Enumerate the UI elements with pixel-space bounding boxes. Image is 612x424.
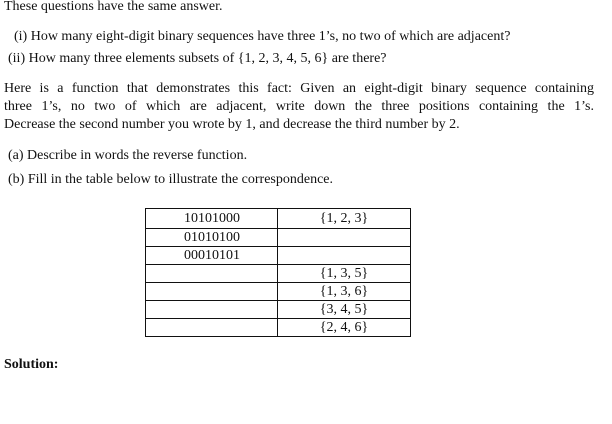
table-row — [146, 301, 411, 319]
table-row — [146, 229, 411, 247]
intro-text: These questions have the same answer. — [4, 0, 223, 14]
task-a: (a) Describe in words the reverse function. — [8, 148, 248, 163]
sequence-cell — [146, 283, 278, 301]
sequence-cell — [146, 265, 278, 283]
explanation-paragraph — [4, 80, 594, 134]
subset-cell: {1, 3, 5} — [278, 265, 411, 283]
subset-cell — [278, 229, 411, 247]
subset-cell: {3, 4, 5} — [278, 301, 411, 319]
table-row — [146, 247, 411, 265]
subset-cell — [278, 247, 411, 265]
sequence-cell: 00010101 — [146, 247, 278, 265]
table-row — [146, 283, 411, 301]
table-row — [146, 265, 411, 283]
sequence-cell: 10101000 — [146, 209, 278, 229]
sequence-cell — [146, 301, 278, 319]
explanation-line: Decrease the second number you wrote by 1, and decrease the third number by 2. — [4, 117, 460, 132]
subset-cell: {2, 4, 6} — [278, 319, 411, 337]
explanation-line: Here is a function that demonstrates this fact: Given an eight-digit binary sequence containing — [4, 81, 594, 96]
solution-label: Solution: — [4, 357, 59, 372]
explanation-line: three 1’s, no two of which are adjacent, write down the three positions containing the 1’s. — [4, 99, 594, 114]
sequence-cell: 01010100 — [146, 229, 278, 247]
task-b: (b) Fill in the table below to illustrate the correspondence. — [8, 172, 334, 187]
subset-cell: {1, 3, 6} — [278, 283, 411, 301]
correspondence-table — [145, 208, 411, 337]
question-i: (i) How many eight-digit binary sequences have three 1’s, no two of which are adjacent? — [14, 29, 511, 44]
question-ii: (ii) How many three elements subsets of {1, 2, 3, 4, 5, 6} are there? — [8, 51, 387, 66]
sequence-cell — [146, 319, 278, 337]
table-row — [146, 319, 411, 337]
table-row — [146, 209, 411, 229]
subset-cell: {1, 2, 3} — [278, 209, 411, 229]
